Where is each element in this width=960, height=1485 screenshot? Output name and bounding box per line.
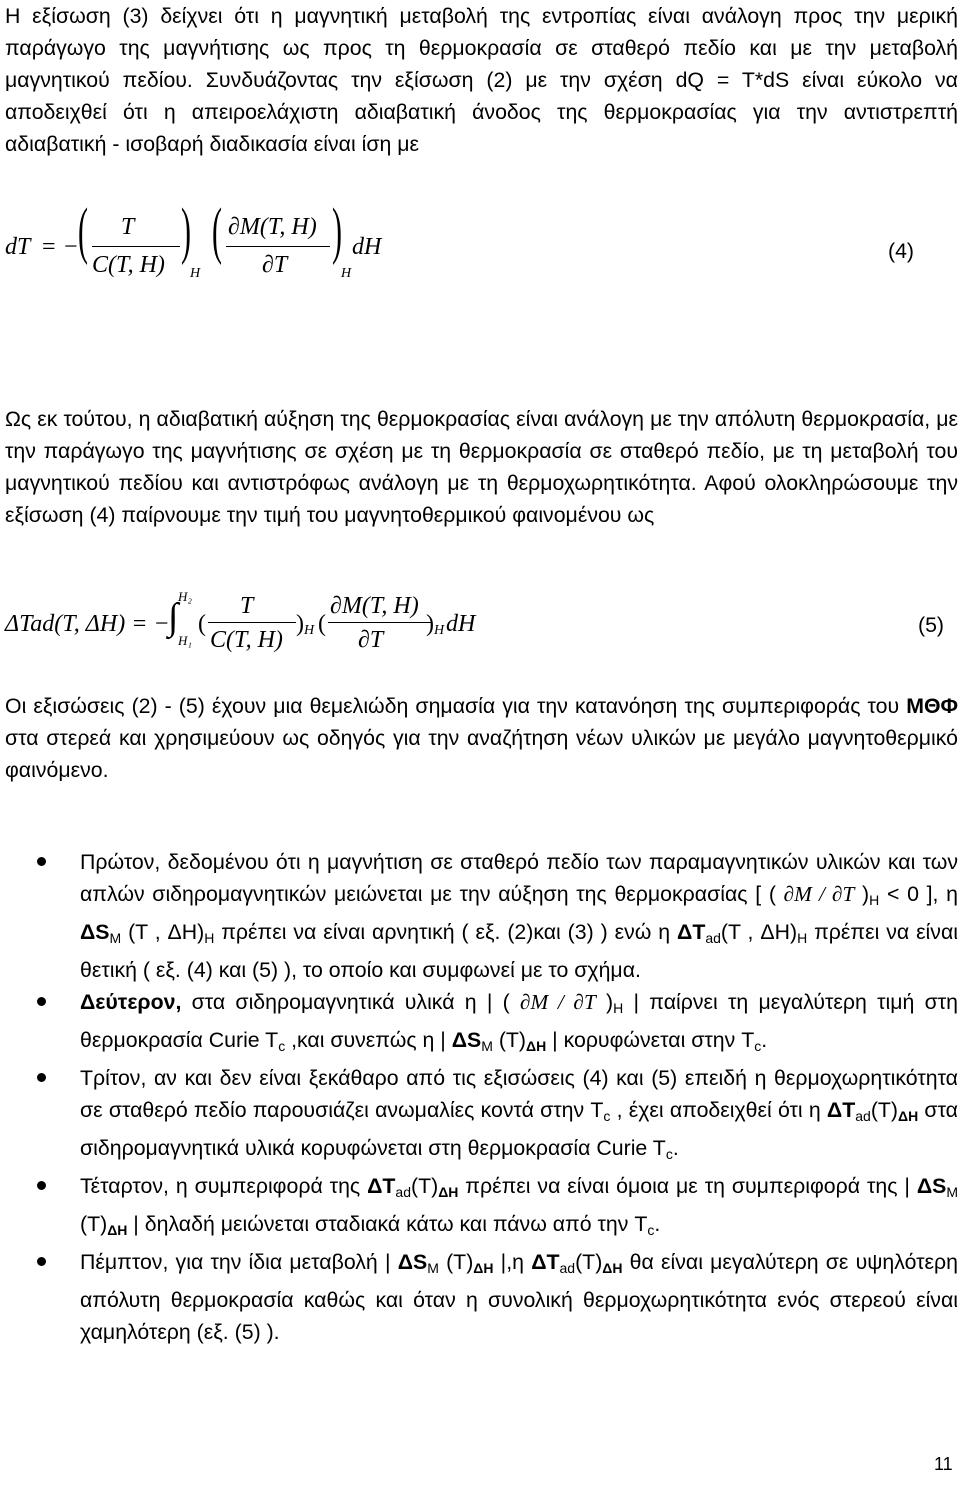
- eq4-sub-h2: H: [341, 266, 352, 281]
- eq4-frac1-bar: [92, 246, 180, 247]
- b3-text-f: .: [672, 1136, 679, 1160]
- paragraph3-text-a: Οι εξισώσεις (2) - (5) έχουν μια θεμελιώδη σημασία για την κατανόηση της συμπεριφοράς του: [5, 694, 907, 718]
- b2-math: ∂M / ∂T: [519, 990, 596, 1014]
- b5-sub-dh2: ΔH: [602, 1260, 623, 1276]
- b1-math: ∂M / ∂T: [783, 882, 855, 906]
- eq5-frac2-bar: [328, 622, 432, 623]
- eq5-paren-open-1: (: [198, 611, 206, 637]
- eq5-int-lower: H₁: [178, 633, 192, 648]
- b2-text-h: | κορυφώνεται στην T: [546, 1028, 755, 1052]
- paragraph-explanation: Ως εκ τούτου, η αδιαβατική αύξηση της θερμοκρασίας είναι ανάλογη με την απόλυτη θερμοκρασία, με την παράγωγο της μαγνήτισης σε σχέση με τη θερμοκρασία σε σταθερό πεδίο, με τη μεταβολή του μαγνητικού πεδίου και αντιστρόφως ανάλογη με τη θερμοχωρητικότητα. Αφού ολοκληρώσουμε την εξίσωση (4) παίρνουμε την τιμή του μαγνητοθερμικού φαινομένου ως: [5, 407, 958, 527]
- b4-sub-ad: ad: [395, 1184, 411, 1200]
- eq4-number: (4): [888, 239, 915, 263]
- list-item: [0, 846, 960, 986]
- b4-dt: ΔT: [367, 1174, 396, 1198]
- eq4-equals: =: [42, 234, 56, 260]
- eq5-integral: ∫: [168, 596, 179, 638]
- b2-lead: Δεύτερον,: [80, 990, 182, 1014]
- eq4-frac2-num: ∂M(T, H): [228, 214, 317, 240]
- bullet-dot-icon: [37, 857, 46, 866]
- b4-sub-dh: ΔH: [438, 1184, 459, 1200]
- b3-text-a: Τρίτον, αν και δεν είναι ξεκάθαρο από τις εξισώσεις (4) και (5) επειδή η θερμοχωρητικότητα σε σταθερό πεδίο παρουσιάζει ανωμαλίες κοντά στην T: [80, 1066, 958, 1122]
- b4-sub-dh2: ΔH: [107, 1222, 128, 1238]
- eq4-frac1-den: C(T, H): [92, 252, 165, 278]
- eq5-dh: dH: [446, 611, 476, 637]
- eq5-frac1-num: T: [240, 593, 254, 619]
- eq4-paren-open-2: (: [212, 196, 222, 267]
- b1-sub-m: M: [109, 930, 122, 946]
- b3-sub-dh: ΔH: [898, 1108, 919, 1124]
- eq5-frac2-den: ∂T: [358, 627, 384, 653]
- b1-sub-h: H: [869, 892, 880, 908]
- b4-text-c: (T): [411, 1174, 439, 1198]
- b4-ds: ΔS: [916, 1174, 947, 1198]
- b5-sub-ad: ad: [559, 1260, 576, 1276]
- bullet-dot-icon: [37, 997, 46, 1006]
- b2-text-e: ,και συνεπώς η |: [285, 1028, 452, 1052]
- eq5-frac1-bar: [208, 622, 296, 623]
- b4-sub-c: c: [647, 1222, 655, 1238]
- page-number: 11: [934, 1454, 953, 1474]
- list-item: [0, 1170, 960, 1246]
- b5-ds: ΔS: [397, 1250, 428, 1274]
- b3-sub-c: c: [603, 1108, 611, 1124]
- b5-text-c: (T): [438, 1250, 474, 1274]
- eq4-dh: dH: [352, 234, 382, 260]
- b2-text-b: στα σιδηρομαγνητικά υλικά η | (: [181, 990, 520, 1014]
- eq4-minus: −: [64, 234, 78, 260]
- eq4-sub-h1: H: [190, 266, 201, 281]
- b1-text-i: πρέπει να είναι θετική ( εξ. (4) και (5) ), το οποίο και συμφωνεί με το σχήμα.: [80, 920, 958, 982]
- eq4-frac1-num: T: [121, 214, 135, 240]
- eq4-paren-close-1: ): [181, 196, 191, 267]
- paragraph3-text-b: στα στερεά και χρησιμεύουν ως οδηγός για την αναζήτηση νέων υλικών με μεγάλο μαγνητοθερμικό φαινόμενο.: [5, 726, 958, 782]
- bullet-dot-icon: [37, 1073, 46, 1082]
- b3-text-d: (T): [870, 1098, 899, 1122]
- b3-dt: ΔT: [826, 1098, 856, 1122]
- b5-text-f: (T): [575, 1250, 603, 1274]
- b2-text-d: | παίρνει τη μεγαλύτερη τιμή στη θερμοκρασία Curie T: [80, 990, 958, 1052]
- b5-sub-m: M: [427, 1260, 439, 1276]
- b1-text-a: Πρώτον, δεδομένου ότι η μαγνήτιση σε σταθερό πεδίο των παραμαγνητικών υλικών και των απλών σιδηρομαγνητικών μειώνεται με την αύξηση της θερμοκρασίας [ (: [80, 850, 958, 906]
- eq5-paren-open-2: (: [318, 611, 326, 637]
- eq4-lhs: dT: [5, 234, 31, 260]
- eq5-lhs: ΔTad(T, ΔH) = −: [5, 611, 170, 637]
- paragraph-intro: Η εξίσωση (3) δείχνει ότι η μαγνητική μεταβολή της εντροπίας είναι ανάλογη προς την μερική παράγωγο της μαγνήτισης ως προς τη θερμοκρασία σε σταθερό πεδίο και με την μεταβολή μαγνητικού πεδίου. Συνδυάζοντας την εξίσωση (2) με την σχέση dQ = T*dS είναι εύκολο να αποδειχθεί ότι η απειροελάχιστη αδιαβατική άνοδος της θερμοκρασίας για την αντιστρεπτή αδιαβατική - ισοβαρή διαδικασία είναι ίση με: [5, 4, 958, 156]
- eq5-sub-h1: H: [304, 623, 315, 638]
- list-item: [0, 1246, 960, 1348]
- b1-text-h: (T , ΔH): [720, 920, 798, 944]
- b1-ds: ΔS: [80, 920, 110, 944]
- equation-5: [0, 588, 960, 668]
- eq5-frac1-den: C(T, H): [210, 627, 283, 653]
- b5-text-g: θα είναι μεγαλύτερη σε υψηλότερη απόλυτη θερμοκρασία καθώς και όταν η συνολική θερμοχωρητικότητα ενός στερεού είναι χαμηλότερη (εξ. (5) ).: [80, 1250, 958, 1344]
- b5-dt: ΔT: [531, 1250, 560, 1274]
- list-item: [0, 1062, 960, 1170]
- b4-text-a: Τέταρτον, η συμπεριφορά της: [80, 1174, 368, 1198]
- b4-sub-m: M: [946, 1184, 958, 1200]
- b1-sub-h3: H: [797, 930, 808, 946]
- paragraph-significance: [5, 690, 958, 786]
- eq5-frac2-num: ∂M(T, H): [330, 593, 419, 619]
- b2-sub-dh: ΔH: [526, 1038, 547, 1054]
- b2-text-c: ): [595, 990, 614, 1014]
- eq4-frac2-den: ∂T: [262, 252, 288, 278]
- b4-text-d: πρέπει να είναι όμοια με τη συμπεριφορά της |: [458, 1174, 917, 1198]
- b1-text-e: (T , ΔH): [121, 920, 205, 944]
- observations-list: [0, 846, 960, 1348]
- b2-text-g: (T): [492, 1028, 527, 1052]
- b5-sub-dh: ΔH: [473, 1260, 494, 1276]
- b1-text-c: < 0 ], η: [879, 882, 958, 906]
- eq4-paren-close-2: ): [332, 196, 342, 267]
- eq4-frac2-bar: [226, 246, 330, 247]
- b1-text-b: ): [854, 882, 870, 906]
- b2-sub-h: H: [613, 1000, 624, 1016]
- b3-text-b: , έχει αποδειχθεί ότι η: [610, 1098, 827, 1122]
- b3-sub-c2: c: [665, 1146, 673, 1162]
- b2-sub-c: c: [278, 1038, 286, 1054]
- bullet-dot-icon: [37, 1181, 46, 1190]
- b4-text-f: (T): [80, 1212, 108, 1236]
- eq5-paren-close-1: ): [296, 611, 304, 637]
- b3-text-e: στα σιδηρομαγνητικά υλικά κορυφώνεται στη θερμοκρασία Curie T: [80, 1098, 958, 1160]
- b2-sub-c2: c: [754, 1038, 762, 1054]
- b5-text-a: Πέμπτον, για την ίδια μεταβολή |: [80, 1250, 398, 1274]
- b4-text-g: | δηλαδή μειώνεται σταδιακά κάτω και πάνω από την T: [127, 1212, 648, 1236]
- b2-text-i: .: [761, 1028, 768, 1052]
- b1-sub-ad: ad: [705, 930, 721, 946]
- eq4-paren-open-1: (: [78, 196, 88, 267]
- b5-text-d: |,η: [493, 1250, 532, 1274]
- eq5-sub-h2: H: [434, 623, 445, 638]
- eq5-paren-close-2: ): [426, 611, 434, 637]
- equation-4: [0, 196, 960, 295]
- b1-text-f: πρέπει να είναι αρνητική ( εξ. (2)και (3) ) ενώ η: [214, 920, 678, 944]
- b3-sub-ad: ad: [855, 1108, 871, 1124]
- list-item: [0, 986, 960, 1062]
- bullet-dot-icon: [37, 1257, 46, 1266]
- b4-text-h: .: [654, 1212, 661, 1236]
- b1-sub-h2: H: [204, 930, 215, 946]
- eq5-int-upper: H₂: [178, 589, 192, 604]
- b1-dt: ΔT: [677, 920, 706, 944]
- b2-ds: ΔS: [451, 1028, 482, 1052]
- mthf-acronym: ΜΘΦ: [906, 694, 958, 718]
- eq5-number: (5): [918, 613, 945, 637]
- b2-sub-m: M: [481, 1038, 493, 1054]
